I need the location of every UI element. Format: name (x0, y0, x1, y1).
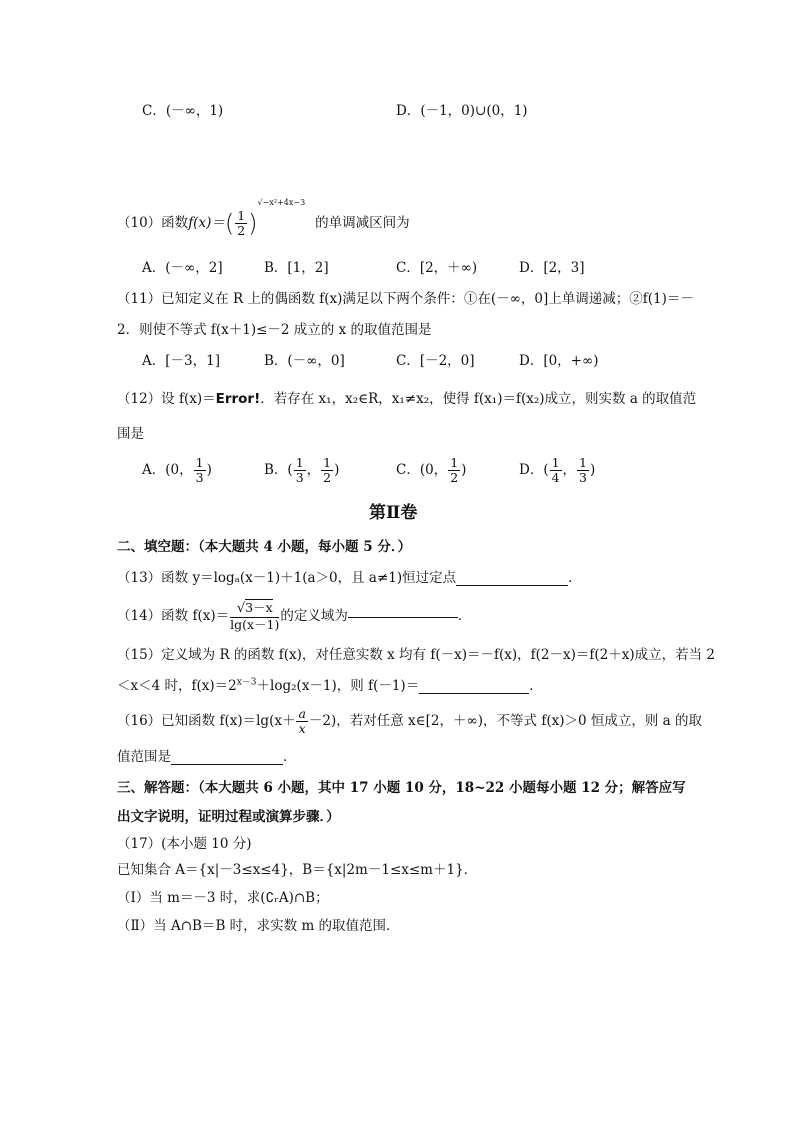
q16-line1-a: （16）已知函数 f(x)＝lg(x＋ (117, 713, 296, 729)
q12-c-den: 2 (450, 469, 459, 485)
q10-frac-num: 1 (237, 208, 246, 224)
q15-blank[interactable] (419, 692, 529, 694)
q12-b-frac2 (321, 456, 333, 485)
q14-suffix: 的定义域为 (280, 608, 348, 624)
q10-exponent: √−x²+4x−3 (257, 198, 306, 207)
q14-stem (117, 598, 471, 634)
q12-line2: 围是 (117, 426, 144, 442)
q12-d-d2: 3 (579, 469, 587, 485)
q12-c-pre: C．(0， (396, 461, 448, 478)
q15-line2-b: ＋log₂(x－1)，则 f(－1)＝ (256, 678, 420, 694)
q12-d-mid: ， (562, 461, 577, 478)
q14-num-text: 3－x (245, 600, 273, 616)
q14-fraction (230, 601, 279, 631)
q10-option-a: A．(－∞，2] (142, 260, 223, 276)
q12-option-d (519, 456, 595, 485)
q12-a-pre: A．(0， (142, 461, 193, 478)
q12-d-n2: 1 (579, 455, 587, 470)
q10-fx: f(x)＝ (188, 215, 225, 231)
q16-num: a (298, 706, 306, 722)
q12-d-post: ) (590, 461, 596, 478)
q14-den: lg(x－1) (230, 616, 280, 632)
q12-line1 (117, 393, 696, 407)
q13-blank[interactable] (456, 584, 568, 586)
q12-b-n1: 1 (295, 455, 304, 470)
q10-left-paren: ( (224, 209, 235, 238)
q12-a-den: 3 (195, 469, 204, 485)
q9-option-d: D．(－1，0)∪(0，1) (396, 103, 528, 119)
q10-prefix: （10）函数 (117, 215, 189, 231)
q16-line1 (117, 703, 702, 739)
q12-d-frac2 (577, 456, 589, 485)
q12-d-d1: 4 (551, 469, 560, 485)
q14-prefix: （14）函数 f(x)＝ (117, 608, 230, 624)
q11-line2: 2．则使不等式 f(x＋1)≤－2 成立的 x 的取值范围是 (117, 322, 432, 338)
q10-option-c: C．[2，＋∞) (396, 260, 478, 276)
q12-c-post: ) (461, 461, 467, 478)
q16-line2-text: 值范围是 (117, 749, 171, 765)
q16-blank[interactable] (171, 763, 283, 765)
q12-b-d1: 3 (295, 469, 304, 485)
q12-b-frac1 (294, 456, 306, 485)
q16-line2 (117, 751, 297, 765)
q16-line1-b: －2)，若对任意 x∈[2，＋∞)，不等式 f(x)＞0 恒成立，则 a 的取 (308, 713, 702, 729)
q12-error-text: Error! (215, 391, 261, 407)
q12-b-pre: B．( (264, 461, 293, 478)
q12-a-post: ) (206, 461, 212, 478)
q12-b-n2: 1 (323, 455, 332, 470)
q14-end: ． (457, 608, 472, 624)
q12-d-frac1 (550, 456, 562, 485)
section2-heading: 二、填空题：（本大题共 4 小题，每小题 5 分．） (117, 539, 412, 555)
q15-line2-a: ＜x＜4 时，f(x)＝2 (117, 678, 237, 694)
q12-c-num: 1 (450, 455, 459, 470)
q12-option-a (142, 456, 212, 485)
q11-line1: （11）已知定义在 R 上的偶函数 f(x)满足以下两个条件：①在(－∞，0]上单调递减；②f(1)＝－ (117, 291, 694, 307)
q14-blank[interactable] (348, 616, 458, 618)
q13-stem (117, 572, 582, 586)
q12-d-pre: D．( (519, 461, 549, 478)
q10-suffix: 的单调减区间为 (315, 215, 410, 231)
q13-end: ． (568, 570, 582, 586)
q12-c-frac (448, 456, 460, 485)
q15-line1: （15）定义域为 R 的函数 f(x)，对任意实数 x 均有 f(－x)＝－f(x)，f(2－x)＝f(2＋x)成立，若当 2 (117, 647, 715, 663)
q13-text: （13）函数 y＝logₐ(x－1)＋1(a＞0，且 a≠1)恒过定点 (117, 570, 457, 586)
q15-exponent: x－3 (236, 677, 257, 688)
q10-stem (117, 200, 410, 247)
q10-right-paren: ) (248, 209, 258, 238)
q11-option-d: D．[0，+∞) (519, 353, 599, 369)
q16-fraction (296, 707, 307, 736)
q17-part1: （Ⅰ）当 m＝－3 时，求(∁ᵣA)∩B； (117, 890, 329, 906)
q10-fraction (235, 209, 247, 238)
q11-option-c: C．[－2，0] (396, 353, 475, 369)
q17-given: 已知集合 A＝{x|－3≤x≤4}，B＝{x|2m－1≤x≤m＋1}． (117, 862, 478, 878)
q12-a-num: 1 (195, 455, 204, 470)
section3-line1: 三、解答题：（本大题共 6 小题，其中 17 小题 10 分，18~22 小题每小题 12 分；解答应写 (117, 780, 686, 796)
q9-option-c: C．(－∞，1) (142, 103, 224, 119)
q12-option-c (396, 456, 466, 485)
q14-num (230, 601, 279, 617)
q12-line1-b: ．若存在 x₁，x₂∈R，x₁≠x₂，使得 f(x₁)＝f(x₂)成立，则实数 a 的取值范 (260, 391, 697, 407)
q10-option-b: B．[1，2] (264, 260, 329, 276)
q12-line1-a: （12）设 f(x)＝ (117, 391, 216, 407)
sqrt-symbol: √ (236, 601, 246, 617)
q10-option-d: D．[2，3] (519, 260, 585, 276)
q12-b-mid: ， (306, 461, 321, 478)
q11-option-b: B．(－∞，0] (264, 353, 345, 369)
q11-option-a: A．[－3，1] (142, 353, 220, 369)
q12-d-n1: 1 (551, 455, 560, 470)
q16-den: x (298, 721, 306, 736)
q12-a-frac (194, 456, 206, 485)
q10-frac-den: 2 (237, 223, 246, 238)
section3-line2: 出文字说明，证明过程或演算步骤．） (117, 809, 340, 825)
q12-b-post: ) (334, 461, 340, 478)
q12-option-b (264, 456, 339, 485)
q17-header: （17）(本小题 10 分) (117, 836, 252, 852)
q15-end: ． (529, 678, 543, 694)
q15-line2 (117, 677, 543, 694)
part-title: 第Ⅱ卷 (369, 503, 418, 523)
q17-part2: （Ⅱ）当 A∩B＝B 时，求实数 m 的取值范围． (117, 918, 400, 934)
q12-b-d2: 2 (323, 469, 332, 485)
q16-end: ． (283, 749, 297, 765)
